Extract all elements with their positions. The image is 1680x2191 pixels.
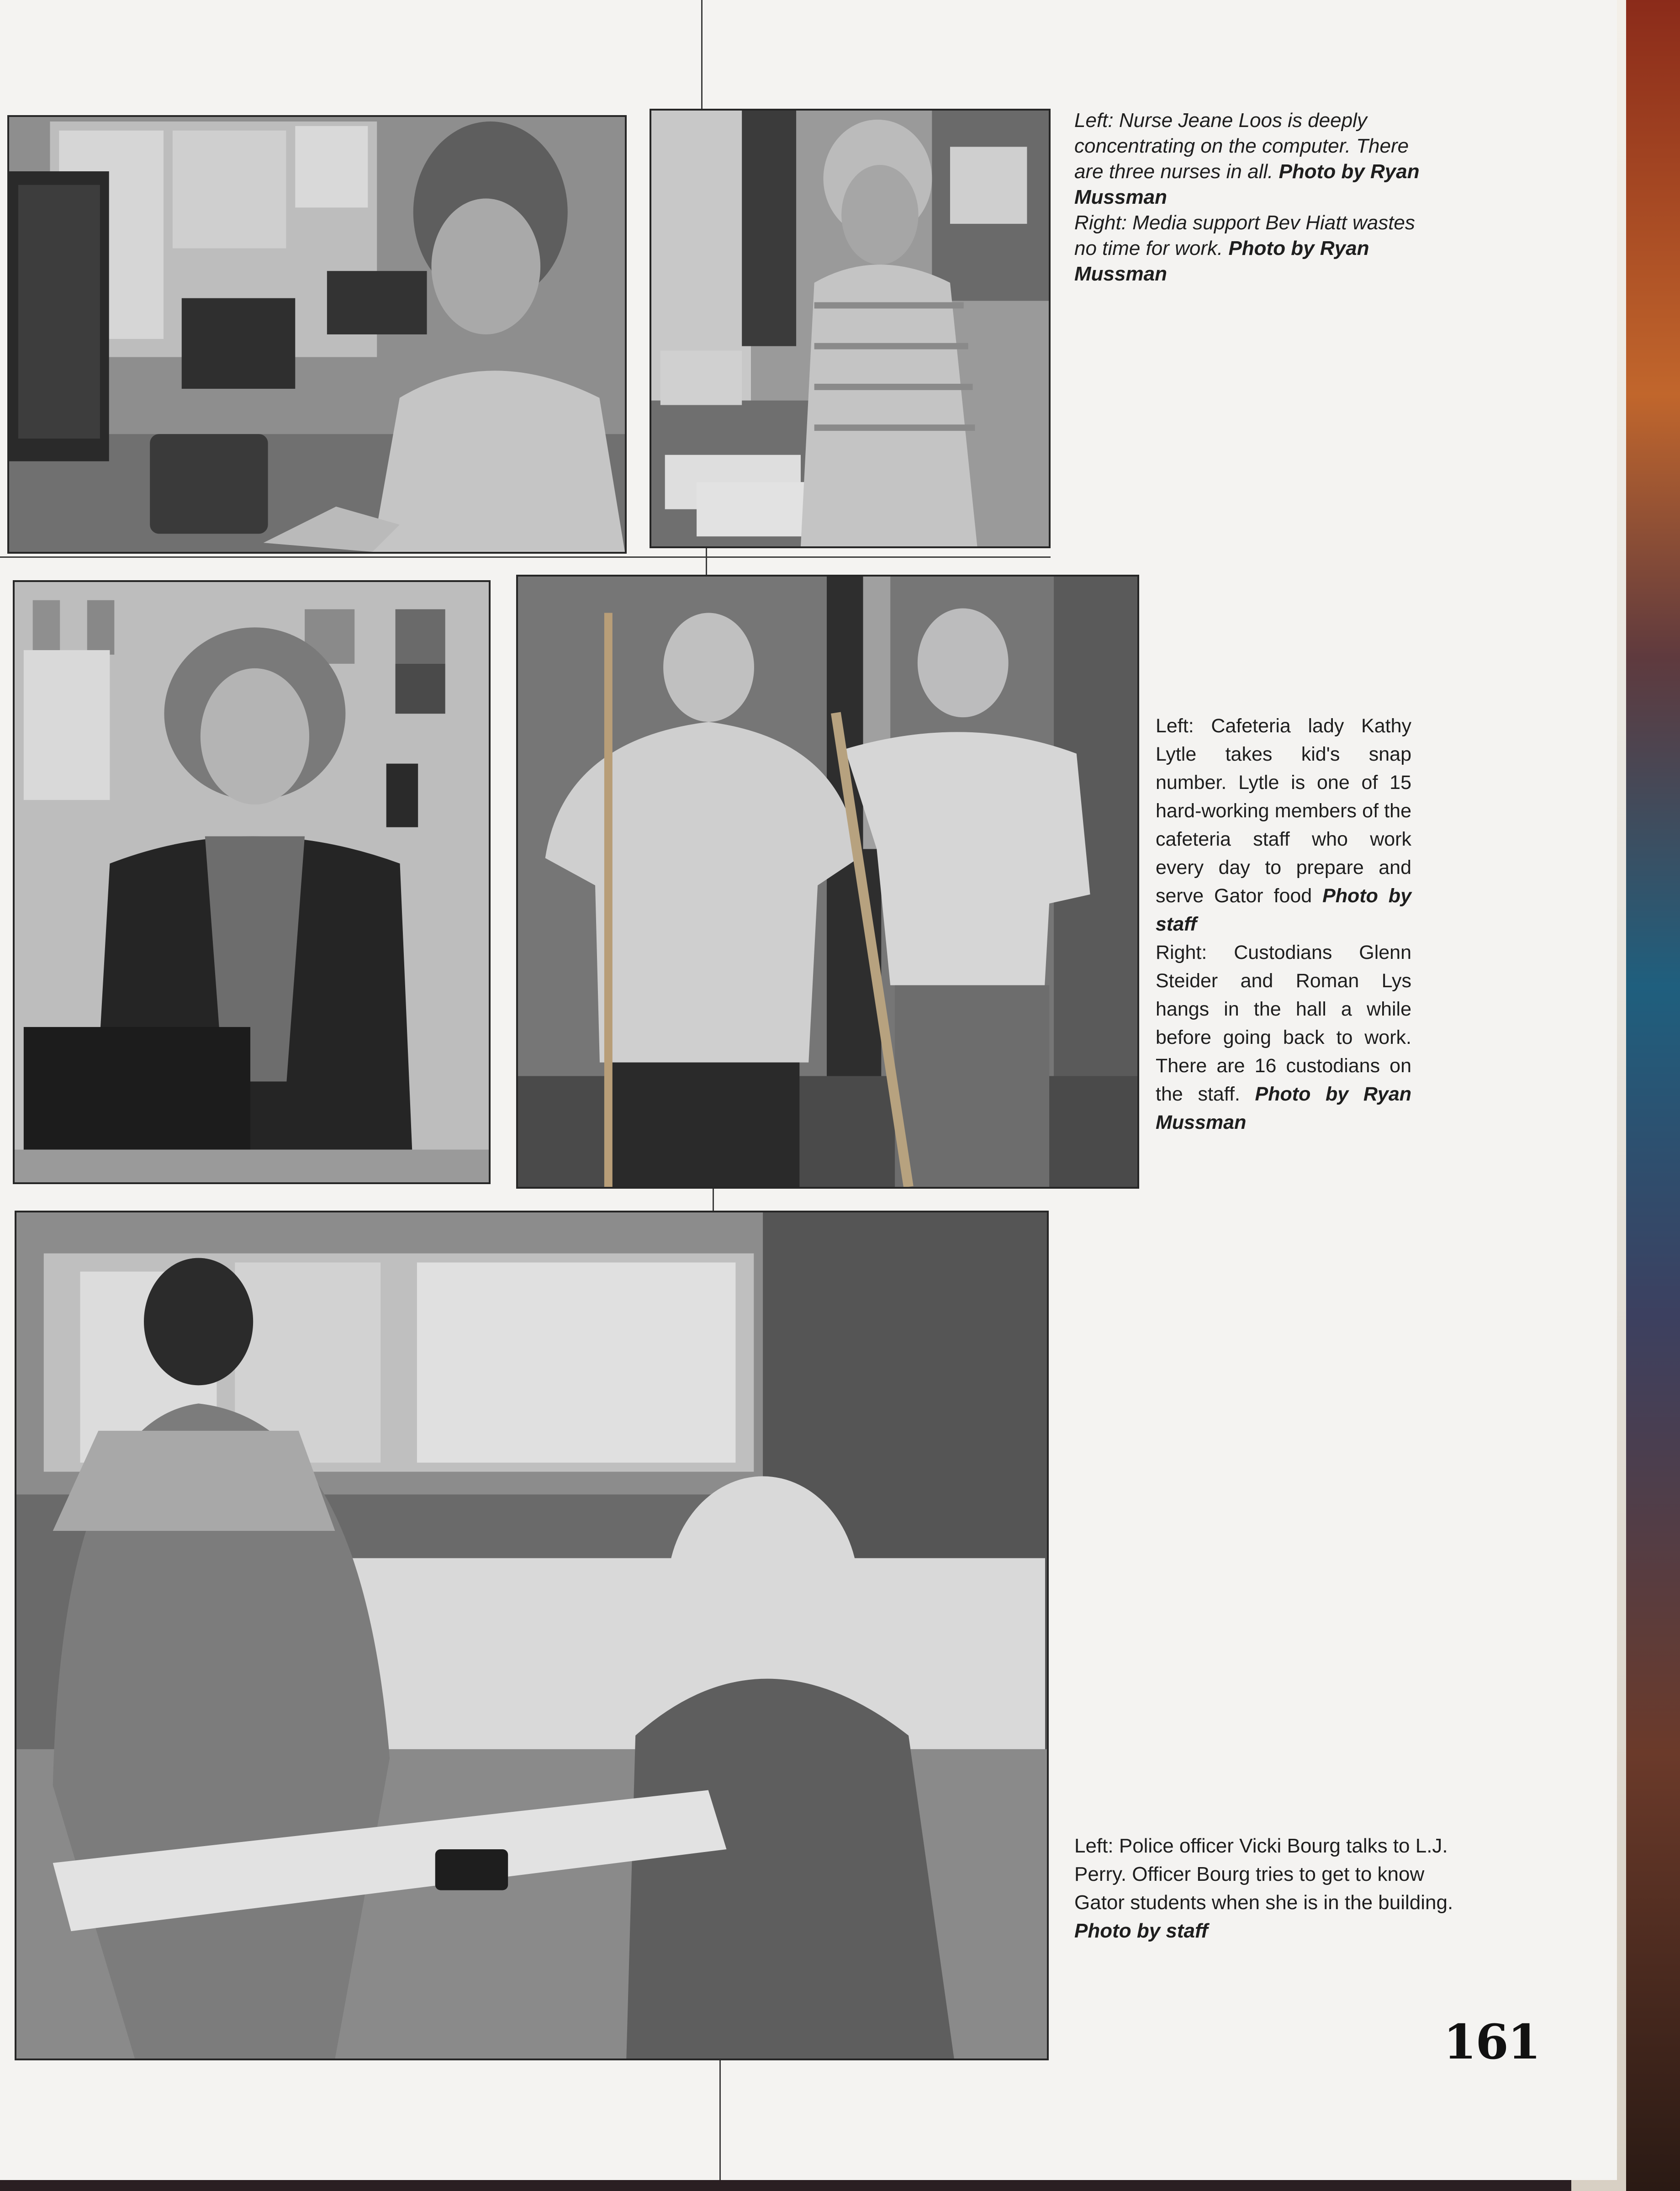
guide-line: [0, 556, 1051, 558]
photo-credit: Photo by staff: [1156, 885, 1411, 935]
photo-credit: Photo by staff: [1074, 1920, 1208, 1942]
police-officer-photo: [15, 1211, 1049, 2060]
caption-text: Left: Police officer Vicki Bourg talks to L.J. Perry. Officer Bourg tries to get to know Gator students when she is in the building.: [1074, 1835, 1453, 1914]
caption-left-text: Left: Nurse Jeane Loos is deeply concentrating on the computer. There are three nurses in all.: [1074, 109, 1409, 183]
photo-icon: [16, 1212, 1047, 2059]
photo-icon: [9, 117, 625, 552]
photo-credit: Photo by Ryan Mussman: [1156, 1083, 1411, 1133]
guide-line: [701, 0, 703, 110]
cover-edge: [1626, 0, 1680, 2191]
nurse-photo: [7, 115, 627, 554]
caption-middle: [1156, 712, 1411, 1137]
guide-line: [719, 2060, 721, 2180]
photo-credit: Photo by Ryan Mussman: [1074, 160, 1420, 208]
custodians-photo: [516, 575, 1139, 1189]
photo-icon: [518, 577, 1137, 1187]
caption-bottom: [1074, 1832, 1476, 1945]
page-number: 161: [1443, 2014, 1540, 2070]
guide-line: [706, 548, 707, 576]
media-support-photo: [650, 109, 1051, 548]
cafeteria-photo: [13, 580, 491, 1184]
caption-left-text: Left: Cafeteria lady Kathy Lytle takes kid's snap number. Lytle is one of 15 hard-working members of the cafeteria staff who work every day to prepare and serve Gator food: [1156, 715, 1411, 907]
caption-top: [1074, 108, 1431, 287]
photo-credit: Photo by Ryan Mussman: [1074, 237, 1369, 285]
photo-icon: [15, 582, 489, 1182]
caption-right-text: Right: Custodians Glenn Steider and Roman Lys hangs in the hall a while before going back to work. There are 16 custodians on the staff.: [1156, 942, 1411, 1105]
caption-right-text: Right: Media support Bev Hiatt wastes no time for work.: [1074, 212, 1415, 259]
photo-icon: [651, 111, 1049, 546]
